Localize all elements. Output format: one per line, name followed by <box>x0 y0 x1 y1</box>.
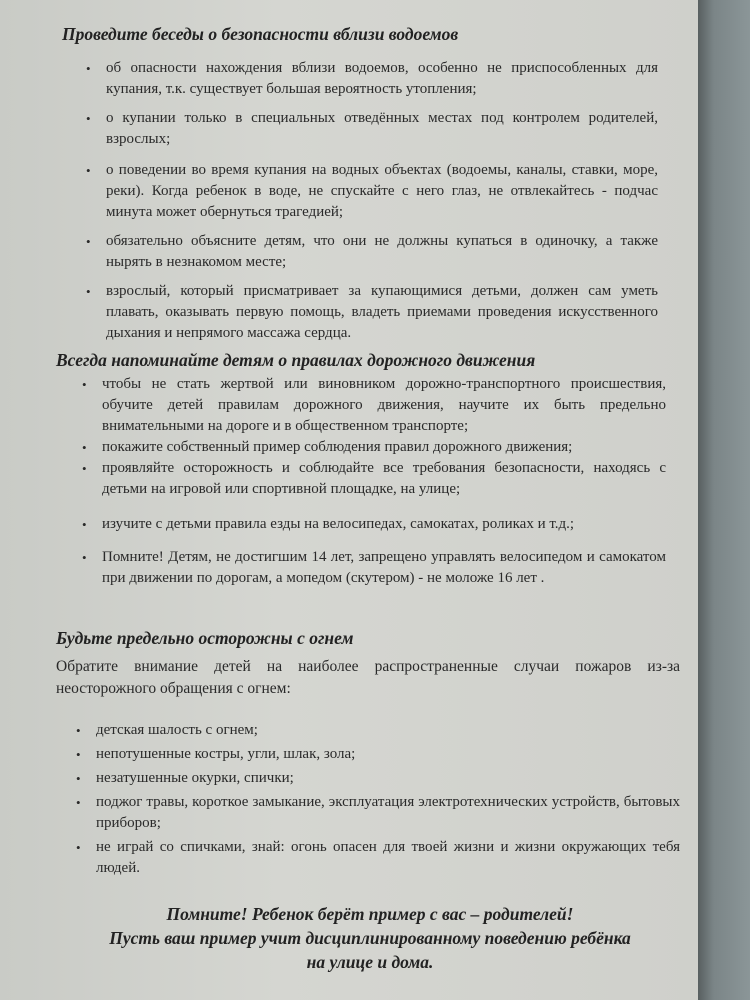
closing-appeal <box>60 902 680 974</box>
list-item: • проявляйте осторожность и соблюдайте все требования безопасности, находясь с детьми на игровой или спортивной площадке, на улице; <box>82 458 666 500</box>
list-item: • о поведении во время купания на водных объектах (водоемы, каналы, ставки, море, реки). Когда ребенок в воде, не спускайте с него глаз, не отвлекайтесь - подчас минута может обернуться трагедией; <box>86 160 658 223</box>
list-item: • чтобы не стать жертвой или виновником дорожно-транспортного происшествия, обучите детей правилам дорожного движения, научите их быть предельно внимательными на дороге и в общественном транспорте; <box>82 374 666 437</box>
closing-line: Пусть ваш пример учит дисциплинированному поведению ребёнка <box>109 928 631 948</box>
list-item: • обязательно объясните детям, что они не должны купаться в одиночку, а также нырять в незнакомом месте; <box>86 231 658 273</box>
list-item: • непотушенные костры, угли, шлак, зола; <box>76 744 680 765</box>
list-item: • взрослый, который присматривает за купающимися детьми, должен сам уметь плавать, оказывать первую помощь, владеть приемами проведения искусственного дыхания и непрямого массажа сердца. <box>86 281 658 344</box>
fire-intro-text: Обратите внимание детей на наиболее распространенные случаи пожаров из-за неосторожного обращения с огнем: <box>56 658 680 697</box>
list-item: • о купании только в специальных отведённых местах под контролем родителей, взрослых; <box>86 108 658 150</box>
list-item: • незатушенные окурки, спички; <box>76 768 680 789</box>
list-item: • изучите с детьми правила езды на велосипедах, самокатах, роликах и т.д.; <box>82 514 666 535</box>
list-item: • не играй со спичками, знай: огонь опасен для твоей жизни и жизни окружающих тебя людей. <box>76 837 680 879</box>
section-water-heading: Проведите беседы о безопасности вблизи водоемов <box>62 24 459 44</box>
list-item: • поджог травы, короткое замыкание, эксплуатация электротехнических устройств, бытовых приборов; <box>76 792 680 834</box>
water-safety-list <box>86 58 658 344</box>
list-item: • Помните! Детям, не достигшим 14 лет, запрещено управлять велосипедом и самокатом при движении по дорогам, а мопедом (скутером) - не моложе 16 лет . <box>82 547 666 589</box>
section-fire-heading: Будьте предельно осторожны с огнем <box>56 628 354 648</box>
list-item: • детская шалость с огнем; <box>76 720 680 741</box>
closing-line: на улице и дома. <box>306 952 434 972</box>
fire-causes-list <box>76 720 680 879</box>
list-item: • об опасности нахождения вблизи водоемов, особенно не приспособленных для купания, т.к. существует большая вероятность утопления; <box>86 58 658 100</box>
list-item: • покажите собственный пример соблюдения правил дорожного движения; <box>82 437 666 458</box>
background-edge <box>698 0 750 1000</box>
closing-line: Помните! Ребенок берёт пример с вас – родителей! <box>166 904 574 924</box>
section-traffic-heading: Всегда напоминайте детям о правилах дорожного движения <box>56 350 536 370</box>
traffic-safety-list <box>82 374 666 589</box>
